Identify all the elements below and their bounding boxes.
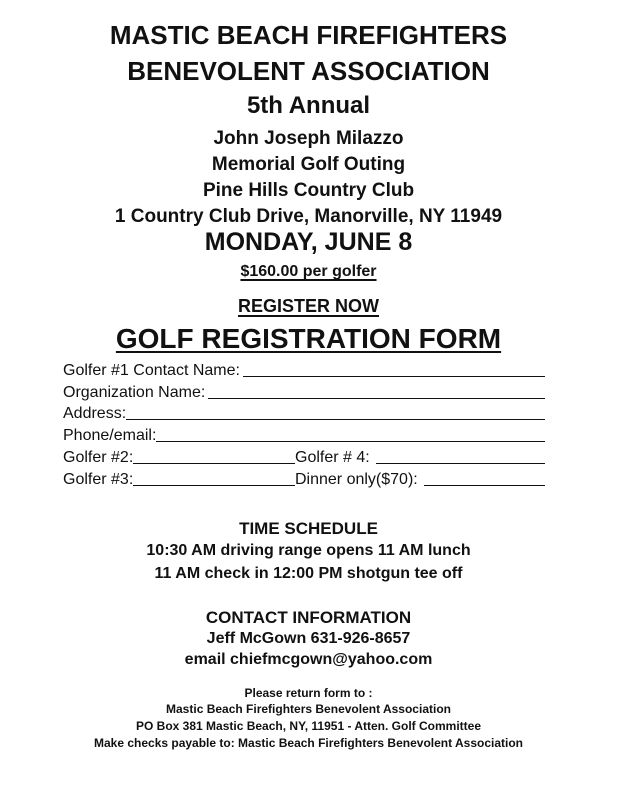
schedule-heading: TIME SCHEDULE bbox=[239, 519, 378, 538]
golfer3-label: Golfer #3: bbox=[63, 471, 134, 488]
title-line1: MASTIC BEACH FIREFIGHTERS bbox=[109, 20, 508, 50]
golfer4-label: Golfer # 4: bbox=[295, 449, 370, 466]
organization-field[interactable] bbox=[63, 382, 545, 402]
venue-address: 1 Country Club Drive, Manorville, NY 11949 bbox=[114, 206, 503, 227]
footer-line3: PO Box 381 Mastic Beach, NY, 11951 - Atten. Golf Committee bbox=[136, 719, 481, 733]
price: $160.00 per golfer bbox=[240, 263, 377, 280]
organization-label: Organization Name: bbox=[63, 384, 206, 401]
event-line2: Memorial Golf Outing bbox=[211, 154, 406, 175]
contact-email: email chiefmcgown@yahoo.com bbox=[184, 651, 433, 668]
venue: Pine Hills Country Club bbox=[202, 180, 415, 201]
form-title: GOLF REGISTRATION FORM bbox=[115, 323, 502, 354]
schedule-line2: 11 AM check in 12:00 PM shotgun tee off bbox=[154, 565, 463, 582]
golfer2-field[interactable] bbox=[63, 449, 295, 467]
edition: 5th Annual bbox=[246, 92, 371, 119]
register-now: REGISTER NOW bbox=[237, 296, 379, 316]
footer-line4: Make checks payable to: Mastic Beach Firefighters Benevolent Association bbox=[93, 736, 524, 750]
footer-line2: Mastic Beach Firefighters Benevolent Association bbox=[166, 702, 451, 716]
phone-email-label: Phone/email: bbox=[63, 427, 157, 444]
contact-name-phone: Jeff McGown 631-926-8657 bbox=[206, 630, 411, 647]
phone-email-field[interactable] bbox=[63, 425, 545, 445]
contact-heading: CONTACT INFORMATION bbox=[205, 608, 412, 627]
title-line2: BENEVOLENT ASSOCIATION bbox=[127, 56, 490, 86]
address-field[interactable] bbox=[63, 403, 545, 423]
contact-name-label: Golfer #1 Contact Name: bbox=[63, 362, 240, 379]
event-date: MONDAY, JUNE 8 bbox=[204, 228, 413, 256]
golfer3-field[interactable] bbox=[63, 471, 295, 489]
address-label: Address: bbox=[63, 405, 127, 422]
dinner-label: Dinner only($70): bbox=[295, 471, 418, 488]
dinner-field[interactable] bbox=[295, 471, 545, 489]
event-line1: John Joseph Milazzo bbox=[213, 128, 404, 149]
golfer4-field[interactable] bbox=[295, 449, 545, 467]
contact-name-field[interactable] bbox=[63, 360, 545, 380]
golfer2-label: Golfer #2: bbox=[63, 449, 134, 466]
footer-line1: Please return form to : bbox=[244, 686, 373, 700]
schedule-line1: 10:30 AM driving range opens 11 AM lunch bbox=[146, 542, 471, 559]
